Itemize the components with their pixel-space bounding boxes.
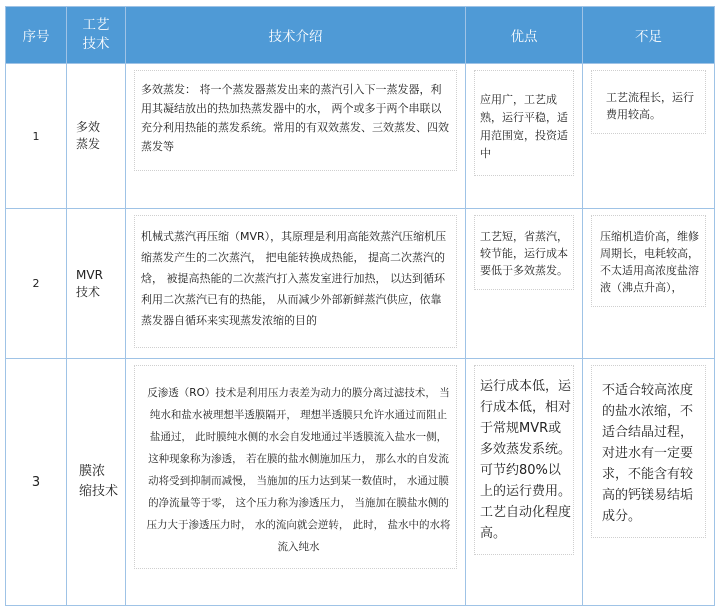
- header-description: 技术介绍: [126, 7, 466, 64]
- row-index: 2: [6, 209, 67, 359]
- row-process: [67, 209, 126, 359]
- row-disadvantages: 工艺流程长，运行费用较高。: [591, 70, 706, 134]
- row-advantages: 应用广，工艺成熟，运行平稳，适用范围宽，投资适中: [474, 70, 574, 176]
- row-index: 3: [6, 359, 67, 606]
- process-comparison-table: [5, 6, 715, 606]
- row-process-line2: 缩技术: [79, 484, 119, 499]
- header-advantages: 优点: [466, 7, 583, 64]
- table-row: [6, 209, 715, 359]
- row-advantages: 工艺短，省蒸汽，较节能，运行成本要低于多效蒸发。: [474, 215, 574, 290]
- table-row: [6, 64, 715, 209]
- row-advantages-cell: [466, 64, 583, 209]
- row-process-line2: 技术: [76, 284, 101, 299]
- header-index: 序号: [6, 7, 67, 64]
- row-process-line1: 膜浓: [79, 464, 106, 479]
- row-disadvantages-cell: [583, 64, 715, 209]
- row-disadvantages: 压缩机造价高，维修周期长，电耗较高，不太适用高浓度盐溶液（沸点升高），: [591, 215, 706, 307]
- row-advantages-cell: [466, 209, 583, 359]
- row-advantages: 运行成本低，运行成本低，相对于常规MVR或多效蒸发系统。可节约80%以上的运行费用。工艺自动化程度高。: [474, 365, 574, 555]
- row-description-cell: [126, 64, 466, 209]
- row-process-line1: MVR: [76, 267, 103, 282]
- header-process-line2: 技术: [82, 36, 110, 52]
- row-description-cell: [126, 209, 466, 359]
- row-description: 反渗透（RO）技术是利用压力表差为动力的膜分离过滤技术， 当纯水和盐水被理想半透膜隔开， 理想半透膜只允许水通过而阻止盐通过， 此时膜纯水侧的水会自发地通过半透膜流入盐水一侧， 这种现象称为渗透， 若在膜的盐水侧施加压力， 那么水的自发流动将受到抑制而减慢， 当施加的压力达到某一数值时， 水通过膜的净流量等于零， 这个压力称为渗透压力， 当施加在膜盐水侧的压力大于渗透压力时， 水的流向就会逆转， 此时， 盐水中的水将流入纯水: [134, 365, 457, 569]
- row-process: [67, 359, 126, 606]
- row-index: 1: [6, 64, 67, 209]
- row-advantages-cell: [466, 359, 583, 606]
- header-row: [6, 7, 715, 64]
- row-disadvantages-cell: [583, 359, 715, 606]
- row-disadvantages-cell: [583, 209, 715, 359]
- header-process-line1: 工艺: [82, 17, 110, 33]
- row-process-line2: 蒸发: [76, 137, 101, 151]
- header-process: [67, 7, 126, 64]
- row-description-cell: [126, 359, 466, 606]
- header-disadvantages: 不足: [583, 7, 715, 64]
- row-description: 机械式蒸汽再压缩（MVR），其原理是利用高能效蒸汽压缩机压缩蒸发产生的二次蒸汽， 把电能转换成热能， 提高二次蒸汽的焓， 被提高热能的二次蒸汽打入蒸发室进行加热， 以达到循环利用二次蒸汽已有的热能， 从而减少外部新鲜蒸汽供应，依靠蒸发器自循环来实现蒸发浓缩的目的: [134, 215, 457, 348]
- row-description: 多效蒸发： 将一个蒸发器蒸发出来的蒸汽引入下一蒸发器，利用其凝结放出的热加热蒸发器中的水， 两个或多于两个串联以充分利用热能的蒸发系统。常用的有双效蒸发、三效蒸发、四效蒸发等: [134, 70, 457, 171]
- row-process: [67, 64, 126, 209]
- row-disadvantages: 不适合较高浓度的盐水浓缩，不适合结晶过程，对进水有一定要求，不能含有较高的钙镁易结垢成分。: [591, 365, 706, 538]
- row-process-line1: 多效: [76, 120, 101, 134]
- table-row: [6, 359, 715, 606]
